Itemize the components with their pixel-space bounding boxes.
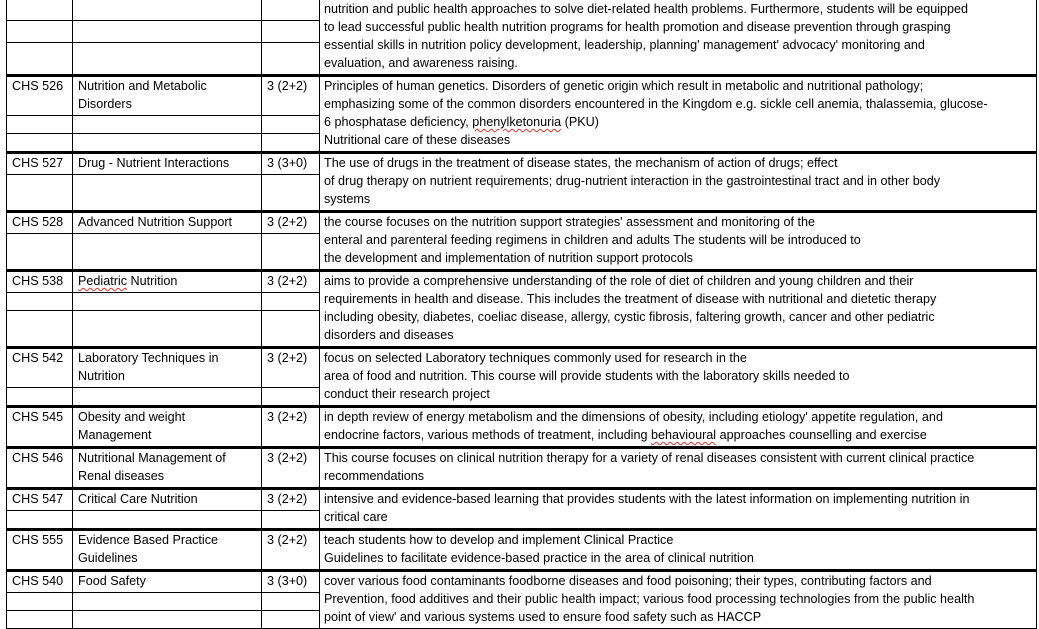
description-cell bbox=[320, 76, 1037, 153]
description-line: cover various food contaminants foodborne diseases and food poisoning; their types, contributing factors and bbox=[324, 574, 932, 588]
description-line: Nutritional care of these diseases bbox=[324, 133, 511, 147]
spellcheck-word: Pediatric bbox=[78, 274, 127, 288]
description-cell bbox=[320, 348, 1037, 407]
course-credits: 3 (2+2) bbox=[267, 533, 308, 547]
course-credits: 3 (2+2) bbox=[267, 79, 308, 93]
course-code: CHS 547 bbox=[12, 492, 64, 506]
description-line: including obesity, diabetes, coeliac disease, allergy, cystic fibrosis, faltering growth, cancer and other pediatric bbox=[324, 310, 935, 324]
course-name-line: Nutrition bbox=[78, 369, 125, 383]
course-code-cell bbox=[7, 212, 73, 271]
description-cell bbox=[320, 212, 1037, 271]
description-cell bbox=[320, 489, 1037, 530]
credits-cell bbox=[262, 0, 320, 76]
course-code: CHS 527 bbox=[12, 156, 64, 170]
course-code-cell bbox=[7, 448, 73, 489]
course-code: CHS 542 bbox=[12, 351, 64, 365]
course-name-line: Nutrition and Metabolic bbox=[78, 79, 207, 93]
course-name-line: Critical Care Nutrition bbox=[78, 492, 198, 506]
course-name-cell bbox=[73, 571, 262, 629]
description-cell bbox=[320, 0, 1037, 76]
description-line: 6 phosphatase deficiency, phenylketonuria (PKU) bbox=[324, 115, 599, 129]
description-line: to lead successful public health nutrition programs for health promotion and disease prevention through grasping bbox=[324, 20, 951, 34]
credits-cell bbox=[262, 348, 320, 407]
table-row-course bbox=[7, 407, 1037, 448]
course-credits: 3 (2+2) bbox=[267, 351, 308, 365]
description-line: aims to provide a comprehensive understanding of the role of diet of children and young children and their bbox=[324, 274, 914, 288]
credits-cell bbox=[262, 76, 320, 153]
course-name-line: Pediatric Nutrition bbox=[78, 274, 178, 288]
description-line: focus on selected Laboratory techniques commonly used for research in the bbox=[324, 351, 747, 365]
course-name-cell bbox=[73, 448, 262, 489]
course-code: CHS 545 bbox=[12, 410, 64, 424]
credits-cell bbox=[262, 212, 320, 271]
description-line: emphasizing some of the common disorders encountered in the Kingdom e.g. sickle cell anemia, thalassemia, glucose- bbox=[324, 97, 988, 111]
course-code: CHS 546 bbox=[12, 451, 64, 465]
description-line: conduct their research project bbox=[324, 387, 490, 401]
description-line: systems bbox=[324, 192, 371, 206]
course-name-line: Obesity and weight bbox=[78, 410, 186, 424]
course-credits: 3 (2+2) bbox=[267, 215, 308, 229]
course-credits: 3 (2+2) bbox=[267, 274, 308, 288]
description-line: in depth review of energy metabolism and the dimensions of obesity, including etiology' appetite regulation, and bbox=[324, 410, 943, 424]
credits-cell bbox=[262, 571, 320, 629]
description-cell bbox=[320, 153, 1037, 212]
code-cell bbox=[7, 0, 73, 76]
course-name-cell bbox=[73, 489, 262, 530]
course-credits: 3 (2+2) bbox=[267, 451, 308, 465]
course-code-cell bbox=[7, 76, 73, 153]
course-name-line: Food Safety bbox=[78, 574, 146, 588]
course-name-line: Disorders bbox=[78, 97, 132, 111]
table-row-course bbox=[7, 76, 1037, 153]
credits-cell bbox=[262, 530, 320, 571]
credits-cell bbox=[262, 448, 320, 489]
description-cell bbox=[320, 271, 1037, 348]
description-line: The use of drugs in the treatment of disease states, the mechanism of action of drugs; effect bbox=[324, 156, 838, 170]
course-name-cell bbox=[73, 348, 262, 407]
course-name-line: Nutritional Management of bbox=[78, 451, 226, 465]
course-name-line: Drug - Nutrient Interactions bbox=[78, 156, 230, 170]
description-line: This course focuses on clinical nutrition therapy for a variety of renal diseases consistent with current clinical practice bbox=[324, 451, 975, 465]
course-name-line: Advanced Nutrition Support bbox=[78, 215, 233, 229]
credits-cell bbox=[262, 407, 320, 448]
course-code: CHS 538 bbox=[12, 274, 64, 288]
description-line: Guidelines to facilitate evidence-based practice in the area of clinical nutrition bbox=[324, 551, 754, 565]
description-cell bbox=[320, 530, 1037, 571]
course-name-line: Evidence Based Practice bbox=[78, 533, 219, 547]
course-name-cell bbox=[73, 153, 262, 212]
name-cell bbox=[73, 0, 262, 76]
table-row-course bbox=[7, 489, 1037, 530]
course-code-cell bbox=[7, 530, 73, 571]
table-row-course bbox=[7, 530, 1037, 571]
description-line: intensive and evidence-based learning that provides students with the latest information on implementing nutrition in bbox=[324, 492, 970, 506]
table-row-continuation bbox=[7, 0, 1037, 76]
course-code: CHS 526 bbox=[12, 79, 64, 93]
course-code: CHS 555 bbox=[12, 533, 64, 547]
description-line: Prevention, food additives and their public health impact; various food processing technologies from the public health bbox=[324, 592, 975, 606]
table-row-course bbox=[7, 571, 1037, 629]
table-row-course bbox=[7, 348, 1037, 407]
table-row-course bbox=[7, 212, 1037, 271]
course-code-cell bbox=[7, 153, 73, 212]
course-code: CHS 528 bbox=[12, 215, 64, 229]
description-line: area of food and nutrition. This course will provide students with the laboratory skills needed to bbox=[324, 369, 850, 383]
description-line: evaluation, and awareness raising. bbox=[324, 56, 518, 70]
description-line: nutrition and public health approaches to solve diet-related health problems. Furthermore, students will be equipped bbox=[324, 2, 969, 16]
course-credits: 3 (3+0) bbox=[267, 574, 308, 588]
course-name-cell bbox=[73, 530, 262, 571]
course-code-cell bbox=[7, 348, 73, 407]
course-credits: 3 (2+2) bbox=[267, 410, 308, 424]
description-cell bbox=[320, 448, 1037, 489]
course-name-line: Guidelines bbox=[78, 551, 138, 565]
description-line: point of view' and various systems used to ensure food safety such as HACCP bbox=[324, 610, 762, 624]
course-name-cell bbox=[73, 76, 262, 153]
table-row-course bbox=[7, 153, 1037, 212]
course-name-cell bbox=[73, 407, 262, 448]
course-credits: 3 (2+2) bbox=[267, 492, 308, 506]
course-name-cell bbox=[73, 212, 262, 271]
course-name-cell bbox=[73, 271, 262, 348]
description-line: enteral and parenteral feeding regimens in children and adults The students will be introduced to bbox=[324, 233, 861, 247]
course-name-line: Renal diseases bbox=[78, 469, 165, 483]
course-code-cell bbox=[7, 271, 73, 348]
credits-cell bbox=[262, 489, 320, 530]
spellcheck-word: behavioural bbox=[650, 428, 717, 442]
credits-cell bbox=[262, 153, 320, 212]
description-line: essential skills in nutrition policy development, leadership, planning' management' advocacy' monitoring and bbox=[324, 38, 925, 52]
credits-cell bbox=[262, 271, 320, 348]
description-line: teach students how to develop and implement Clinical Practice bbox=[324, 533, 674, 547]
description-line: recommendations bbox=[324, 469, 425, 483]
course-code-cell bbox=[7, 407, 73, 448]
description-line: critical care bbox=[324, 510, 388, 524]
description-line: endocrine factors, various methods of treatment, including behavioural approaches counselling and exercise bbox=[324, 428, 927, 442]
description-line: the course focuses on the nutrition support strategies' assessment and monitoring of the bbox=[324, 215, 816, 229]
description-line: Principles of human genetics. Disorders of genetic origin which result in metabolic and nutritional pathology; bbox=[324, 79, 924, 93]
course-credits: 3 (3+0) bbox=[267, 156, 308, 170]
course-name-line: Laboratory Techniques in bbox=[78, 351, 219, 365]
course-code: CHS 540 bbox=[12, 574, 64, 588]
table-row-course bbox=[7, 271, 1037, 348]
spellcheck-word: phenylketonuria bbox=[472, 115, 562, 129]
table-row-course bbox=[7, 448, 1037, 489]
course-name-line: Management bbox=[78, 428, 152, 442]
description-cell bbox=[320, 571, 1037, 629]
description-line: disorders and diseases bbox=[324, 328, 454, 342]
description-line: requirements in health and disease. This includes the treatment of disease with nutritional and dietetic therapy bbox=[324, 292, 937, 306]
description-cell bbox=[320, 407, 1037, 448]
course-code-cell bbox=[7, 489, 73, 530]
description-line: the development and implementation of nutrition support protocols bbox=[324, 251, 693, 265]
description-line: of drug therapy on nutrient requirements; drug-nutrient interaction in the gastrointestinal tract and in other body bbox=[324, 174, 941, 188]
course-table bbox=[6, 0, 1037, 629]
course-code-cell bbox=[7, 571, 73, 629]
